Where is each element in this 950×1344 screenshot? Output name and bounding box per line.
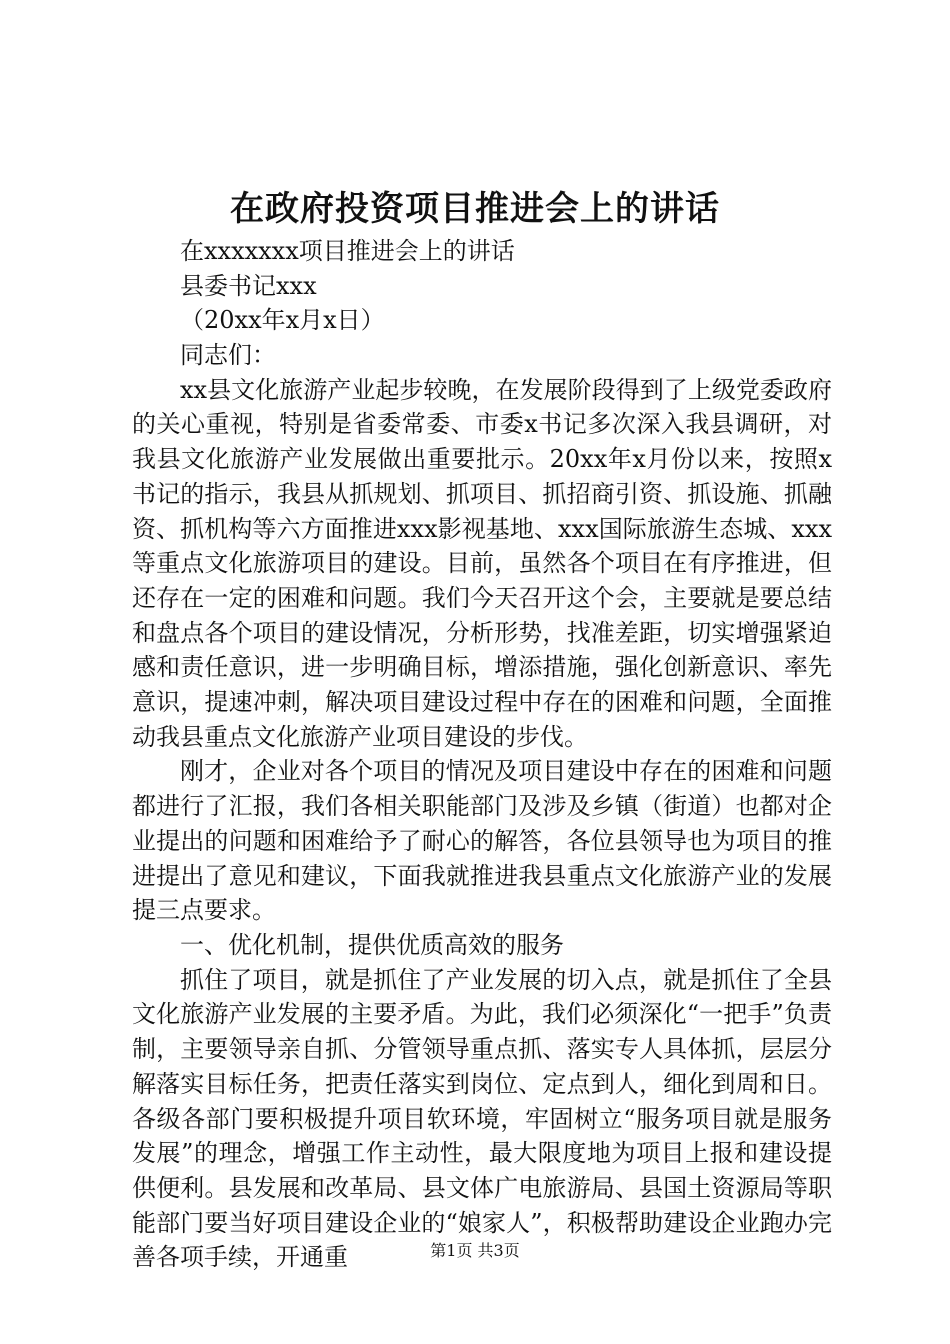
page-footer: 第1页 共3页 <box>430 1241 520 1260</box>
document-title: 在政府投资项目推进会上的讲话 <box>230 189 720 229</box>
body-paragraph: xx县文化旅游产业起步较晚，在发展阶段得到了上级党委政府的关心重视，特别是省委常委、市委x书记多次深入我县调研，对我县文化旅游产业发展做出重要批示。20xx年x月份以来，按照x书记的指示，我县从抓规划、抓项目、抓招商引资、抓设施、抓融资、抓机构等六方面推进xxx影视基地、xxx国际旅游生态城、xxx等重点文化旅游项目的建设。目前，虽然各个项目在有序推进，但还存在一定的困难和问题。我们今天召开这个会，主要就是要总结和盘点各个项目的建设情况，分析形势，找准差距，切实增强紧迫感和责任意识，进一步明确目标，增添措施，强化创新意识、率先意识，提速冲刺，解决项目建设过程中存在的困难和问题，全面推动我县重点文化旅游产业项目建设的步伐。 <box>132 375 832 751</box>
body-paragraph: 刚才，企业对各个项目的情况及项目建设中存在的困难和问题都进行了汇报，我们各相关职能部门及涉及乡镇（街道）也都对企业提出的问题和困难给予了耐心的解答，各位县领导也为项目的推进提出了意见和建议，下面我就推进我县重点文化旅游产业的发展提三点要求。 <box>132 757 832 925</box>
section-paragraph: 抓住了项目，就是抓住了产业发展的切入点，就是抓住了全县文化旅游产业发展的主要矛盾。为此，我们必须深化“一把手”负责制，主要领导亲自抓、分管领导重点抓、落实专人具体抓，层层分解落实目标任务，把责任落实到岗位、定点到人，细化到周和日。各级各部门要积极提升项目软环境，牢固树立“服务项目就是服务发展”的理念，增强工作主动性，最大限度地为项目上报和建设提供便利。县发展和改革局、县文体广电旅游局、县国土资源局等职能部门要当好项目建设企业的“娘家人”，积极帮助建设企业跑办完善各项手续，开通重 <box>132 965 832 1272</box>
date-line: （20xx年x月x日） <box>180 306 385 335</box>
speaker-line: 县委书记xxx <box>180 271 317 300</box>
speech-subtitle: 在xxxxxxx项目推进会上的讲话 <box>180 237 515 265</box>
section-heading: 一、优化机制，提供优质高效的服务 <box>180 931 564 959</box>
salutation: 同志们： <box>180 341 276 370</box>
document-body <box>132 234 832 1275</box>
